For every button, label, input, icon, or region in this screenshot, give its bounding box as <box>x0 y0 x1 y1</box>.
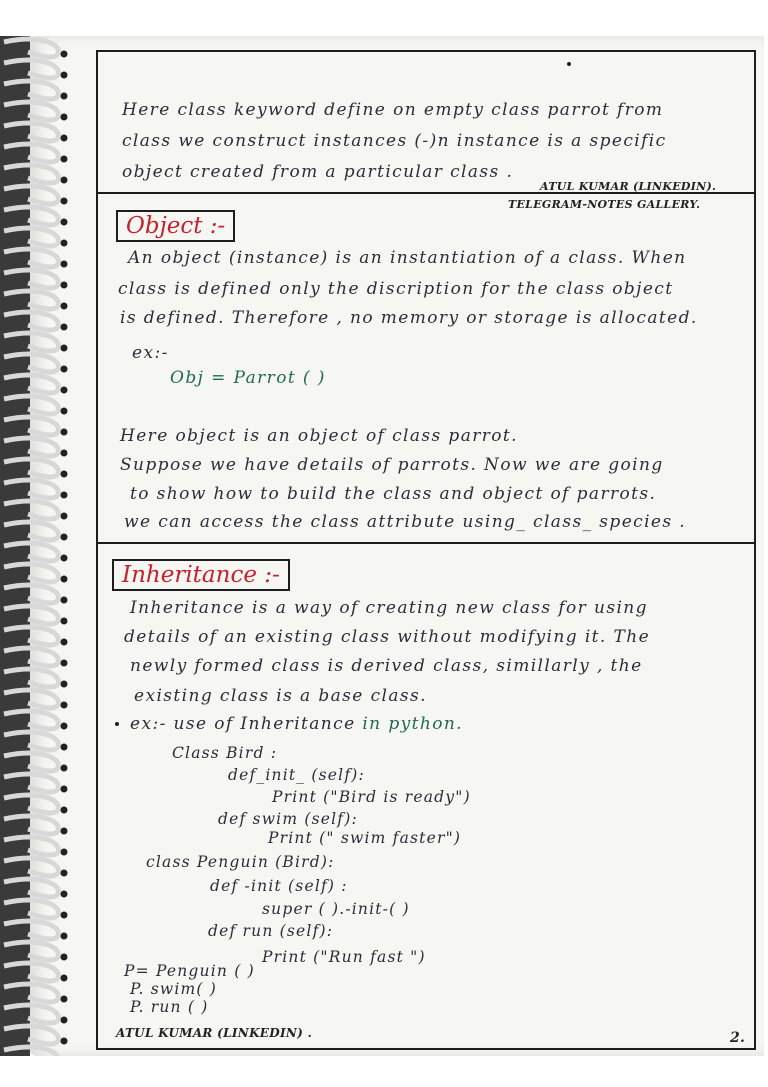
object-example-code: Obj = Parrot ( ) <box>170 368 326 388</box>
code-line-9: def run (self): <box>208 922 334 940</box>
object-after-line-1: Here object is an object of class parrot. <box>120 426 518 446</box>
inheritance-line-3: newly formed class is derived class, simillarly , the <box>130 656 643 676</box>
object-line-1: An object (instance) is an instantiation of a class. When <box>128 248 687 268</box>
binding-hole <box>61 891 68 898</box>
inheritance-example-prefix: ex:- use of Inheritance <box>130 714 356 734</box>
binding-hole <box>61 765 68 772</box>
binding-hole <box>61 828 68 835</box>
binding-hole <box>61 51 68 58</box>
binding-hole <box>61 555 68 562</box>
code-line-6: class Penguin (Bird): <box>146 853 335 871</box>
binding-hole <box>61 975 68 982</box>
code-line-4: def swim (self): <box>218 810 358 828</box>
binding-hole <box>61 513 68 520</box>
credit-telegram: TELEGRAM-NOTES GALLERY. <box>508 198 701 211</box>
code-line-3: Print ("Bird is ready") <box>272 788 471 806</box>
binding-hole <box>61 219 68 226</box>
binding-hole <box>61 366 68 373</box>
binding-hole <box>61 492 68 499</box>
binding-hole <box>61 1038 68 1045</box>
code-line-5: Print (" swim faster") <box>268 829 462 847</box>
binding-hole <box>61 72 68 79</box>
binding-hole <box>61 114 68 121</box>
binding-hole <box>61 597 68 604</box>
footer-credit: ATUL KUMAR (LINKEDIN) . <box>116 1026 313 1040</box>
binding-hole <box>61 870 68 877</box>
object-after-line-2: Suppose we have details of parrots. Now we are going <box>120 455 664 475</box>
binding-hole <box>61 135 68 142</box>
object-after-line-4: we can access the class attribute using_ class_ species . <box>124 512 687 532</box>
binding-hole <box>61 261 68 268</box>
section-divider-2 <box>96 542 756 544</box>
binding-hole <box>61 1017 68 1024</box>
inheritance-line-4: existing class is a base class. <box>134 686 427 706</box>
binding-hole <box>61 387 68 394</box>
binding-hole <box>61 450 68 457</box>
page-number: 2. <box>730 1030 746 1046</box>
code-line-7: def -init (self) : <box>210 877 348 895</box>
intro-line-1: Here class keyword define on empty class parrot from <box>122 100 664 120</box>
code-line-1: Class Bird : <box>172 744 278 762</box>
binding-hole <box>61 681 68 688</box>
binding-hole <box>61 534 68 541</box>
intro-line-3: object created from a particular class . <box>122 162 514 182</box>
binding-hole <box>61 471 68 478</box>
binding-hole <box>61 954 68 961</box>
binding-hole <box>61 723 68 730</box>
binding-hole <box>61 849 68 856</box>
binding-hole <box>61 324 68 331</box>
binding-hole <box>61 933 68 940</box>
code-line-8: super ( ).-init-( ) <box>262 900 410 918</box>
inheritance-heading: Inheritance :- <box>112 559 290 591</box>
object-line-3: is defined. Therefore , no memory or storage is allocated. <box>120 308 698 328</box>
binding-hole <box>61 408 68 415</box>
binding-hole <box>61 429 68 436</box>
binding-hole <box>61 156 68 163</box>
ink-dot <box>567 62 571 66</box>
binding-hole <box>61 345 68 352</box>
credit-linkedin: ATUL KUMAR (LINKEDIN). <box>540 180 717 193</box>
binding-hole <box>61 303 68 310</box>
code-line-10: Print ("Run fast ") <box>262 948 426 966</box>
binding-hole <box>61 618 68 625</box>
binding-hole <box>61 282 68 289</box>
inheritance-example-suffix: in python. <box>362 714 463 734</box>
binding-hole <box>61 93 68 100</box>
binding-hole <box>61 912 68 919</box>
binding-hole <box>61 786 68 793</box>
binding-hole <box>61 177 68 184</box>
binding-hole <box>61 996 68 1003</box>
binding-hole <box>61 744 68 751</box>
binding-hole <box>61 702 68 709</box>
code-line-11: P= Penguin ( ) <box>124 962 255 980</box>
inheritance-example <box>130 714 463 734</box>
binding-hole <box>61 198 68 205</box>
binding-hole <box>61 660 68 667</box>
code-line-12: P. swim( ) <box>130 980 218 998</box>
object-heading: Object :- <box>116 210 235 242</box>
intro-line-2: class we construct instances (-)n instance is a specific <box>122 131 667 151</box>
object-example-label: ex:- <box>132 343 169 363</box>
bullet-dot <box>115 722 119 726</box>
binding-hole <box>61 576 68 583</box>
binding-hole <box>61 639 68 646</box>
spiral-binding <box>0 36 78 1056</box>
binding-hole <box>61 240 68 247</box>
binding-hole <box>61 807 68 814</box>
inheritance-line-2: details of an existing class without modifying it. The <box>124 627 651 647</box>
object-line-2: class is defined only the discription for the class object <box>118 279 674 299</box>
code-line-2: def_init_ (self): <box>228 766 365 784</box>
inheritance-line-1: Inheritance is a way of creating new class for using <box>130 598 648 618</box>
object-after-line-3: to show how to build the class and object of parrots. <box>130 484 657 504</box>
code-line-13: P. run ( ) <box>130 998 209 1016</box>
